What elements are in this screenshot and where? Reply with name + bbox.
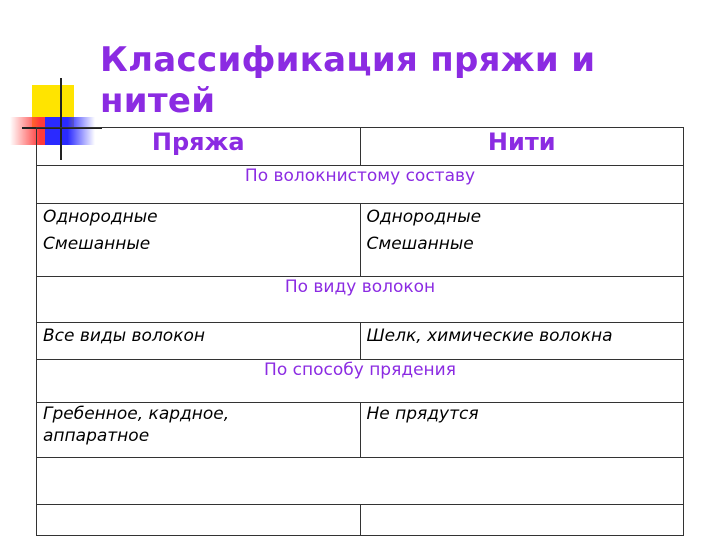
table-header-row — [37, 128, 684, 166]
empty-cell — [360, 505, 684, 536]
table-row — [37, 403, 684, 458]
yarn-composition-cell — [37, 204, 361, 277]
section-label-composition: По волокнистому составу — [37, 166, 684, 204]
cell-line: Не прядутся — [366, 404, 479, 424]
yarn-spinning-cell — [37, 403, 361, 458]
header-threads: Нити — [360, 128, 684, 166]
empty-cell — [37, 505, 361, 536]
slide-title: Классификация пряжи и нитей — [100, 40, 596, 121]
yarn-fiber-cell — [37, 323, 361, 360]
cell-line: Однородные — [366, 207, 482, 227]
threads-composition-cell — [360, 204, 684, 277]
empty-cell — [37, 458, 684, 505]
section-row — [37, 360, 684, 403]
cell-line: Смешанные — [366, 234, 474, 254]
section-label-fiber-type: По виду волокон — [37, 277, 684, 323]
header-yarn: Пряжа — [37, 128, 361, 166]
section-row — [37, 166, 684, 204]
table-row — [37, 323, 684, 360]
empty-row — [37, 505, 684, 536]
table-row — [37, 204, 684, 277]
cell-line: Шелк, химические волокна — [366, 326, 613, 346]
cell-line: Однородные — [43, 207, 158, 227]
section-label-spinning: По способу прядения — [37, 360, 684, 403]
empty-row — [37, 458, 684, 505]
threads-fiber-cell — [360, 323, 684, 360]
threads-spinning-cell — [360, 403, 684, 458]
cell-line: Все виды волокон — [43, 326, 205, 346]
classification-table — [36, 127, 684, 536]
cell-line: аппаратное — [43, 426, 150, 446]
cell-line: Гребенное, кардное, — [43, 404, 230, 424]
section-row — [37, 277, 684, 323]
cell-line: Смешанные — [43, 234, 151, 254]
